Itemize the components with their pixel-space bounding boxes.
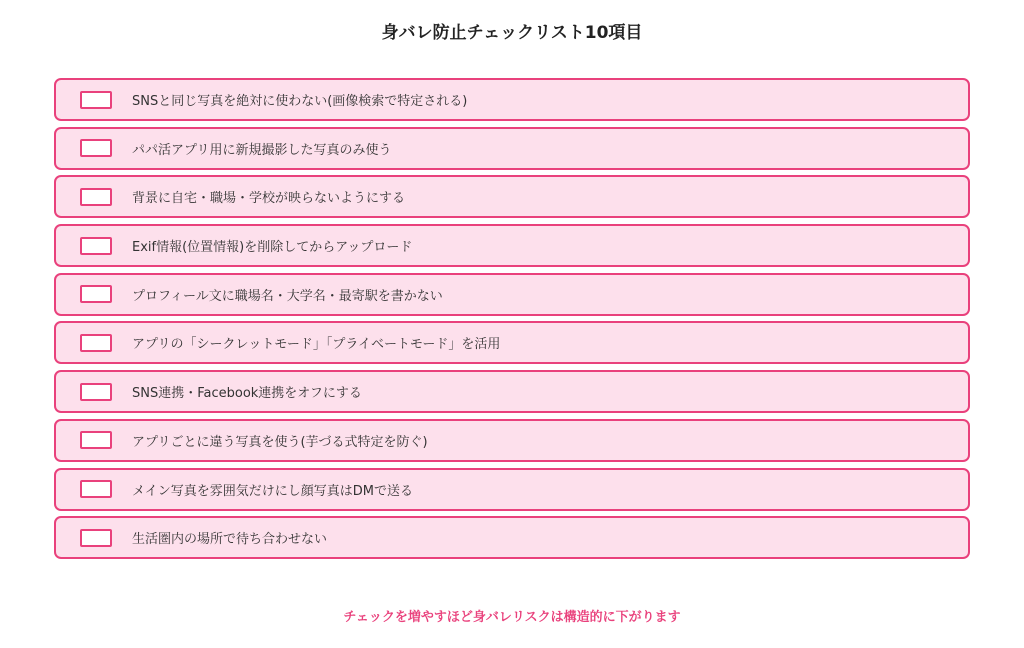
checkbox[interactable]	[80, 237, 112, 255]
checklist-item	[54, 127, 970, 170]
checklist-item	[54, 468, 970, 511]
checkbox[interactable]	[80, 285, 112, 303]
checklist-item	[54, 516, 970, 559]
checkbox[interactable]	[80, 431, 112, 449]
checklist-item-label: 生活圏内の場所で待ち合わせない	[132, 532, 328, 548]
checkbox[interactable]	[80, 139, 112, 157]
checklist-item-label: アプリごとに違う写真を使う(芋づる式特定を防ぐ)	[132, 434, 428, 450]
checklist-item-label: SNSと同じ写真を絶対に使わない(画像検索で特定される)	[132, 94, 468, 109]
checklist	[54, 78, 970, 565]
checklist-item-label: SNS連携・Facebook連携をオフにする	[132, 386, 362, 402]
checkbox[interactable]	[80, 529, 112, 547]
page-title: 身バレ防止チェックリスト10項目	[381, 23, 643, 43]
checkbox[interactable]	[80, 91, 112, 109]
checklist-item	[54, 370, 970, 413]
checklist-item-label: 背景に自宅・職場・学校が映らないようにする	[132, 191, 406, 207]
checklist-item-label: Exif情報(位置情報)を削除してからアップロード	[132, 240, 413, 256]
checkbox[interactable]	[80, 334, 112, 352]
checkbox[interactable]	[80, 480, 112, 498]
checkbox[interactable]	[80, 188, 112, 206]
checklist-item	[54, 78, 970, 121]
checklist-item	[54, 419, 970, 462]
checkbox[interactable]	[80, 383, 112, 401]
checklist-item	[54, 273, 970, 316]
checklist-item-label: プロフィール文に職場名・大学名・最寄駅を書かない	[132, 288, 443, 304]
checklist-item	[54, 175, 970, 218]
checklist-item-label: メイン写真を雰囲気だけにし顔写真はDMで送る	[132, 483, 413, 499]
checklist-item-label: パパ活アプリ用に新規撮影した写真のみ使う	[132, 142, 392, 158]
checklist-item-label: アプリの「シークレットモード」「プライベートモード」を活用	[132, 337, 501, 353]
footer-note: チェックを増やすほど身バレリスクは構造的に下がります	[343, 610, 681, 625]
checklist-item	[54, 224, 970, 267]
checklist-item	[54, 321, 970, 364]
